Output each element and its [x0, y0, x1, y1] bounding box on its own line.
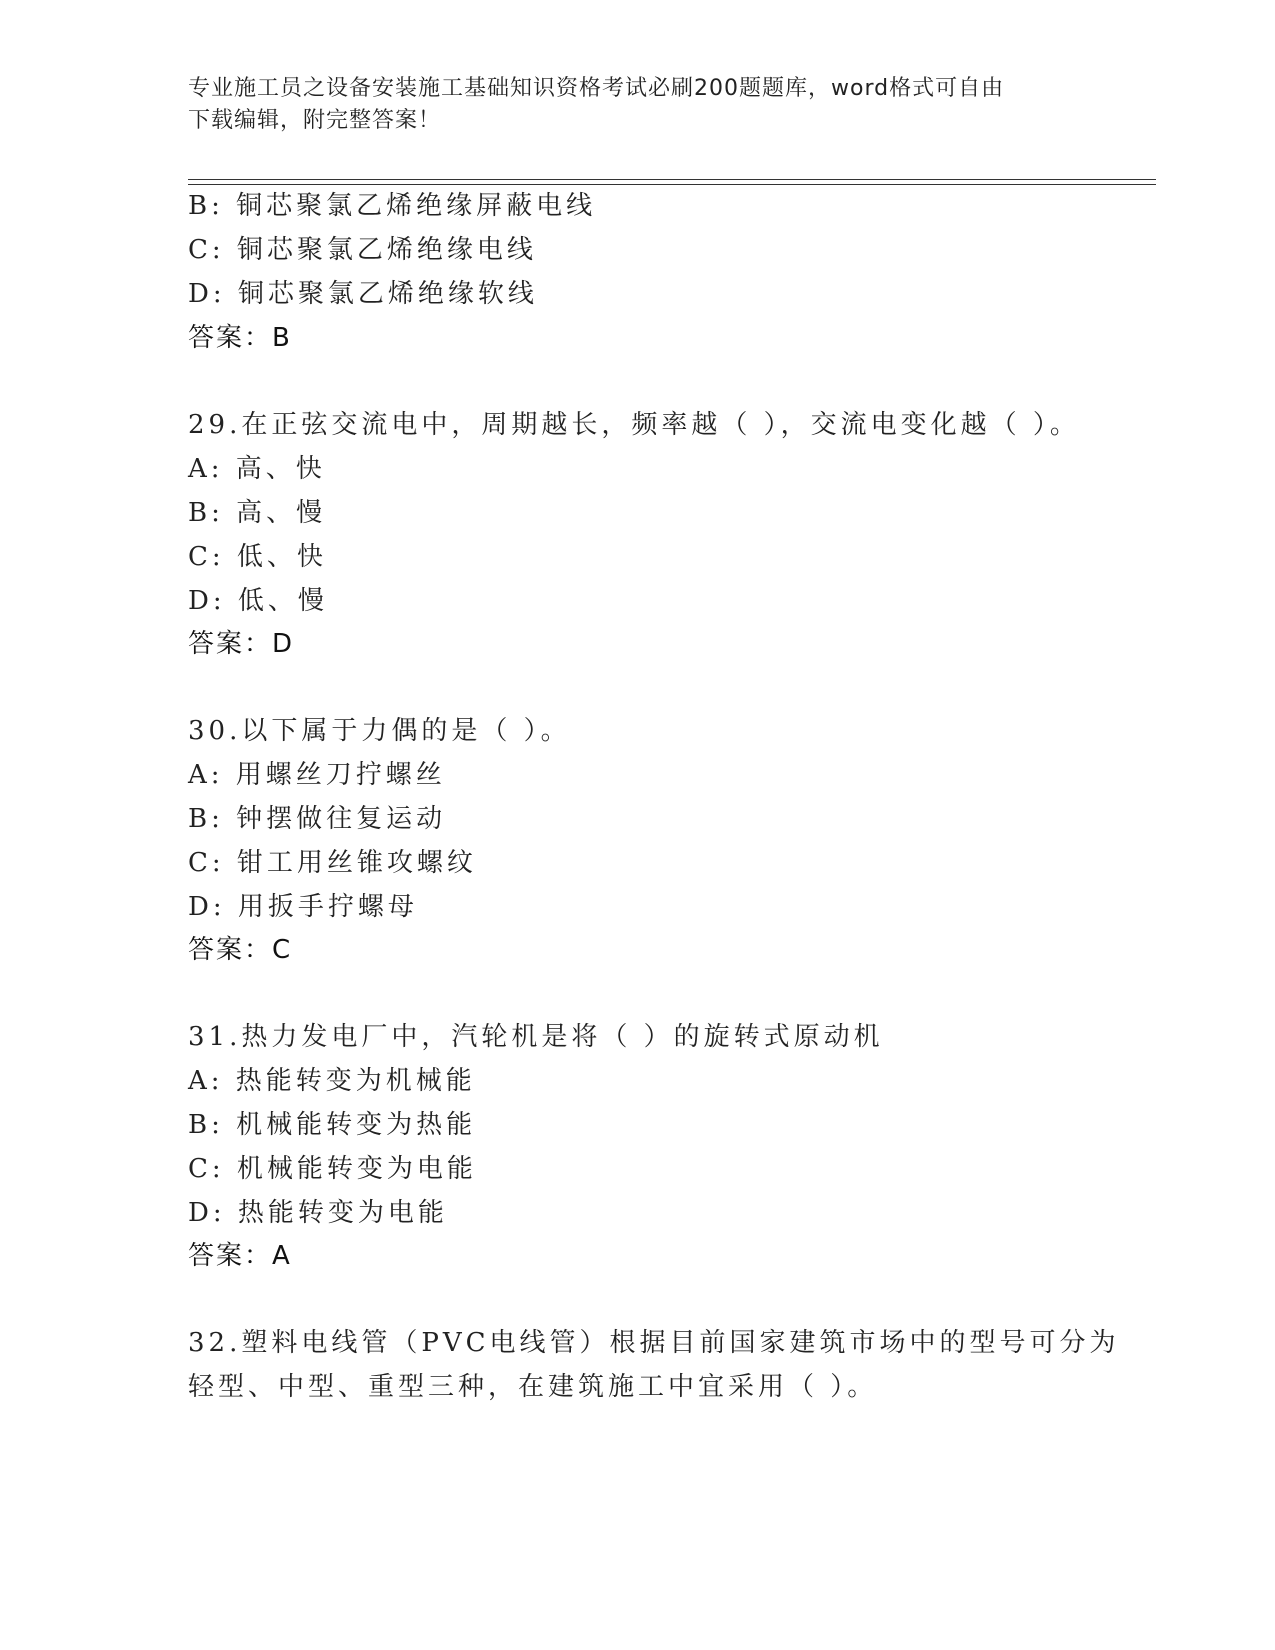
- question-29-stem: 29.在正弦交流电中，周期越长，频率越（ ），交流电变化越（ ）。: [188, 410, 1080, 440]
- option-b: B: 铜芯聚氯乙烯绝缘屏蔽电线: [188, 191, 597, 221]
- option-b: B: 钟摆做往复运动: [188, 804, 447, 834]
- question-30-stem: 30.以下属于力偶的是（ ）。: [188, 716, 571, 746]
- option-a: A: 用螺丝刀拧螺丝: [188, 760, 446, 790]
- question-32-stem-line-2: 轻型、中型、重型三种，在建筑施工中宜采用（ ）。: [188, 1372, 878, 1402]
- header-divider-bottom: [188, 184, 1156, 185]
- option-c: C: 低、快: [188, 542, 327, 572]
- answer-line: 答案：D: [188, 629, 295, 659]
- option-d: D: 用扳手拧螺母: [188, 892, 418, 922]
- document-header: [188, 73, 1088, 137]
- option-b: B: 高、慢: [188, 498, 327, 528]
- answer-line: 答案：A: [188, 1241, 292, 1271]
- header-line-2: 下载编辑，附完整答案！: [188, 108, 442, 133]
- answer-line: 答案：C: [188, 935, 293, 965]
- option-c: C: 钳工用丝锥攻螺纹: [188, 848, 477, 878]
- question-32-stem-line-1: 32.塑料电线管（PVC电线管）根据目前国家建筑市场中的型号可分为: [188, 1328, 1120, 1358]
- answer-line: 答案：B: [188, 323, 292, 353]
- question-31-stem: 31.热力发电厂中，汽轮机是将（ ）的旋转式原动机: [188, 1022, 884, 1052]
- option-d: D: 热能转变为电能: [188, 1198, 448, 1228]
- option-a: A: 高、快: [188, 454, 326, 484]
- option-a: A: 热能转变为机械能: [188, 1066, 476, 1096]
- option-c: C: 铜芯聚氯乙烯绝缘电线: [188, 235, 537, 265]
- option-c: C: 机械能转变为电能: [188, 1154, 477, 1184]
- option-b: B: 机械能转变为热能: [188, 1110, 477, 1140]
- header-line-1: 专业施工员之设备安装施工基础知识资格考试必刷200题题库，word格式可自由: [188, 76, 1005, 101]
- option-d: D: 铜芯聚氯乙烯绝缘软线: [188, 279, 538, 309]
- header-divider-top: [188, 179, 1156, 180]
- option-d: D: 低、慢: [188, 586, 328, 616]
